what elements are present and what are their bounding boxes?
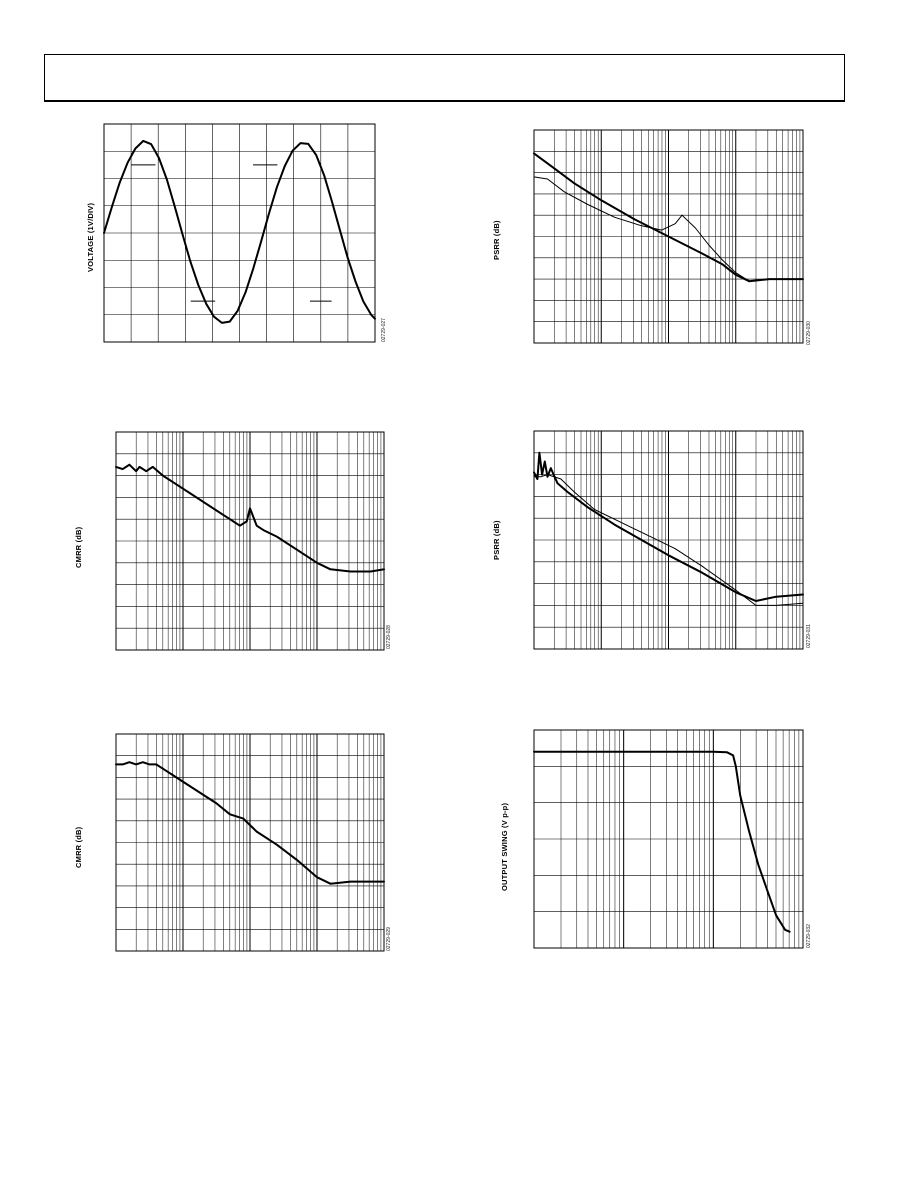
page-header-frame — [44, 54, 845, 102]
cmrr-chart-2 — [70, 730, 400, 956]
figure-id: 02729-027 — [381, 318, 387, 342]
cmrr-chart-1 — [70, 428, 400, 654]
psrr-chart-2 — [490, 427, 820, 654]
psrr-chart-1 — [490, 126, 820, 351]
figure-id: 02729-029 — [386, 927, 392, 951]
output-swing-chart — [490, 726, 820, 953]
plot-area — [490, 126, 820, 351]
y-axis-label: VOLTAGE (1V/DIV) — [86, 202, 95, 272]
y-axis-label: CMRR (dB) — [74, 526, 83, 568]
series-line-1 — [534, 752, 790, 932]
figure-id: 02729-031 — [806, 624, 812, 648]
y-axis-label: CMRR (dB) — [74, 826, 83, 868]
plot-area — [490, 726, 820, 953]
figure-id: 02729-030 — [806, 321, 812, 345]
y-axis-label: PSRR (dB) — [492, 520, 501, 560]
plot-area — [490, 427, 820, 654]
plot-area — [70, 730, 400, 956]
voltage-waveform-chart — [60, 120, 400, 350]
figure-id: 02729-032 — [806, 924, 812, 948]
figure-id: 02729-028 — [386, 625, 392, 649]
y-axis-label: OUTPUT SWING (V p-p) — [500, 802, 509, 891]
y-axis-label: PSRR (dB) — [492, 220, 501, 260]
plot-area — [60, 120, 400, 350]
plot-area — [70, 428, 400, 654]
